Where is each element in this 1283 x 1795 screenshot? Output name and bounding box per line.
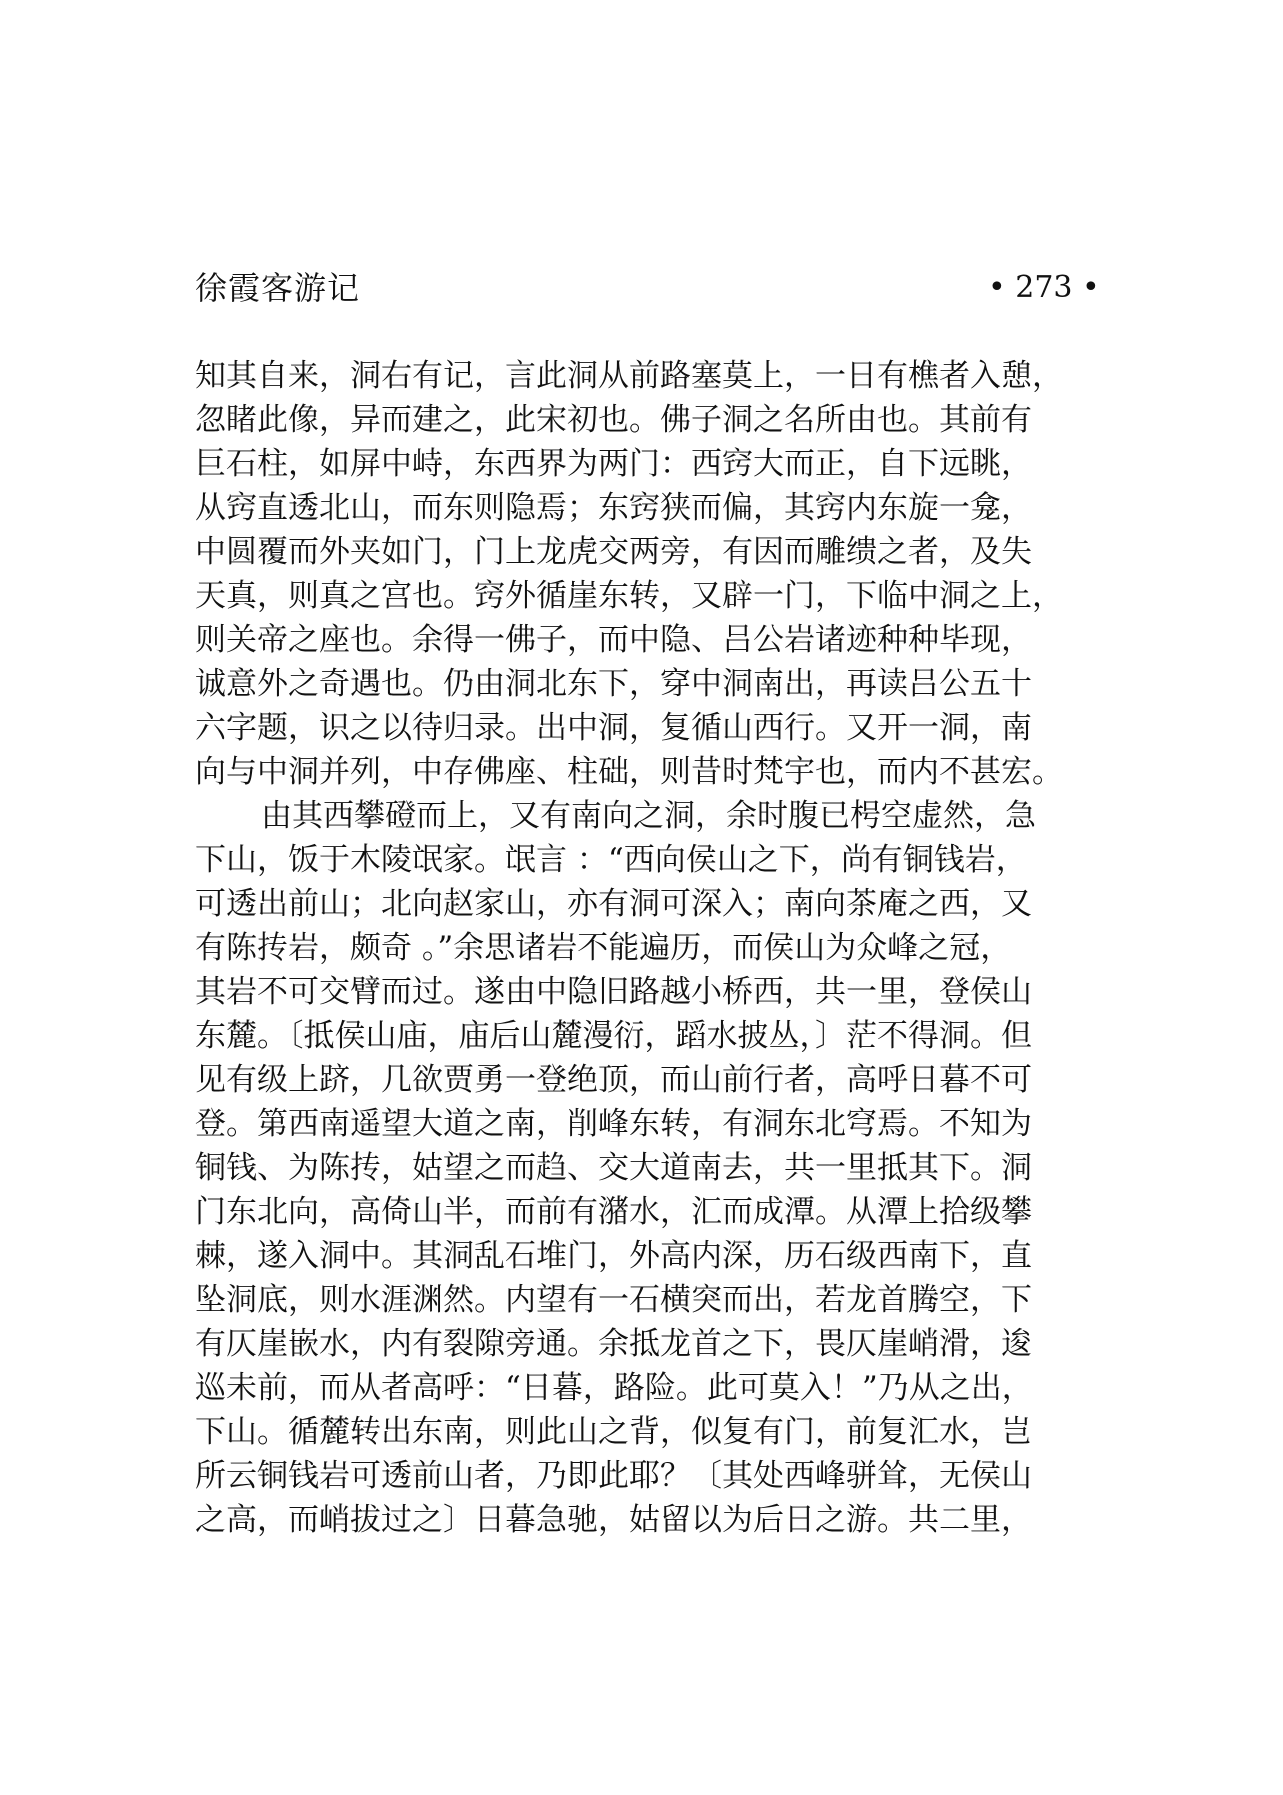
text-line: 忽睹此像，异而建之，此宋初也。佛子洞之名所由也。其前有	[195, 402, 1032, 438]
text-line: 铜钱、为陈抟，姑望之而趋、交大道南去，共一里抵其下。洞	[195, 1150, 1032, 1186]
text-line: 有陈抟岩，颇奇 。”余思诸岩不能遍历，而侯山为众峰之冠，	[195, 930, 1012, 966]
text-line: 棘，遂入洞中。其洞乱石堆门，外高内深，历石级西南下，直	[195, 1238, 1032, 1274]
text-line: 天真，则真之宫也。窍外循崖东转，又辟一门，下临中洞之上，	[195, 578, 1063, 614]
text-line: 登。第西南遥望大道之南，削峰东转，有洞东北穹焉。不知为	[195, 1106, 1032, 1142]
text-line: 巨石柱，如屏中峙，东西界为两门：西窍大而正，自下远眺，	[195, 446, 1032, 482]
text-line: 向与中洞并列，中存佛座、柱础，则昔时梵宇也，而内不甚宏。	[195, 754, 1063, 790]
text-line: 门东北向，高倚山半，而前有潴水，汇而成潭。从潭上拾级攀	[195, 1194, 1032, 1230]
text-line: 下山。循麓转出东南，则此山之背，似复有门，前复汇水，岂	[195, 1414, 1032, 1450]
text-line: 见有级上跻，几欲贾勇一登绝顶，而山前行者，高呼日暮不可	[195, 1062, 1032, 1098]
text-line: 知其自来，洞右有记，言此洞从前路塞莫上，一日有樵者入憩，	[195, 358, 1063, 394]
text-line: 巡未前，而从者高呼：“日暮，路险。此可莫入！”乃从之出，	[195, 1370, 1033, 1406]
text-line: 所云铜钱岩可透前山者，乃即此耶？〔其处西峰骈耸，无侯山	[195, 1458, 1032, 1494]
text-line: 六字题，识之以待归录。出中洞，复循山西行。又开一洞，南	[195, 710, 1032, 746]
text-line: 东麓。〔抵侯山庙，庙后山麓漫衍，蹈水披丛，〕茫不得洞。但	[195, 1018, 1032, 1054]
running-title: 徐霞客游记	[195, 269, 361, 307]
text-line: 则关帝之座也。余得一佛子，而中隐、吕公岩诸迹种种毕现，	[195, 622, 1032, 658]
text-line: 有仄崖嵌水，内有裂隙旁通。余抵龙首之下，畏仄崖峭滑，逡	[195, 1326, 1032, 1362]
body-text	[195, 354, 1135, 1542]
text-line: 之高，而峭拔过之〕日暮急驰，姑留以为后日之游。共二里，	[195, 1502, 1032, 1538]
text-line: 其岩不可交臂而过。遂由中隐旧路越小桥西，共一里，登侯山	[195, 974, 1032, 1010]
text-line: 可透出前山；北向赵家山，亦有洞可深入；南向茶庵之西，又	[195, 886, 1032, 922]
text-line: 坠洞底，则水涯渊然。内望有一石横突而出，若龙首腾空，下	[195, 1282, 1032, 1318]
text-line: 诚意外之奇遇也。仍由洞北东下，穿中洞南出，再读吕公五十	[195, 666, 1032, 702]
page-number: • 273 •	[988, 270, 1100, 305]
text-line: 中圆覆而外夹如门，门上龙虎交两旁，有因而雕缋之者，及失	[195, 534, 1032, 570]
text-line: 下山，饭于木陵氓家。氓言 ：“西向侯山之下，尚有铜钱岩，	[195, 842, 1027, 878]
paragraph-start-line: 由其西攀磴而上，又有南向之洞，余时腹已枵空虚然，急	[261, 798, 1036, 834]
text-line: 从窍直透北山，而东则隐焉；东窍狭而偏，其窍内东旋一龛，	[195, 490, 1032, 526]
